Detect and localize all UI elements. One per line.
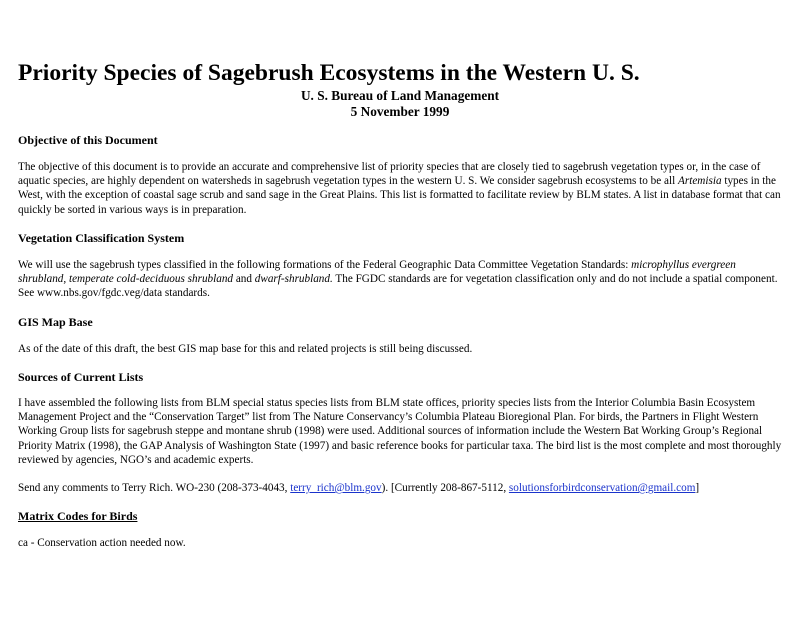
section-sources	[18, 370, 782, 385]
section-heading: Objective of this Document	[18, 133, 158, 147]
matrix-item: ca - Conservation action needed now.	[18, 537, 186, 549]
section-objective	[18, 133, 782, 148]
section-heading: Matrix Codes for Birds	[18, 509, 138, 523]
vegetation-paragraph: We will use the sagebrush types classified in the following formations of the Federal Geographic Data Committee Vegetation Standards: microphyllus evergreen shrubland, temperate cold-deciduous shrubland and dwarf-shrubland. The FGDC standards are for vegetation classification only and do not include a spatial component. See www.nbs.gov/fgdc.veg/data standards.	[18, 259, 778, 300]
section-matrix	[18, 509, 782, 524]
email-link-terry-rich[interactable]: terry_rich@blm.gov	[290, 482, 382, 494]
email-link-solutions[interactable]: solutionsforbirdconservation@gmail.com	[508, 482, 696, 494]
section-heading: GIS Map Base	[18, 315, 93, 329]
document-date: 5 November 1999	[350, 104, 450, 119]
section-heading: Vegetation Classification System	[18, 231, 185, 245]
document-agency: U. S. Bureau of Land Management	[300, 88, 500, 103]
comments-line: Send any comments to Terry Rich. WO-230 (208-373-4043, terry_rich@blm.gov). [Currently 208-867-5112, solutionsforbirdconservation@gmail.com]	[18, 482, 700, 494]
document-title: Priority Species of Sagebrush Ecosystems in the Western U. S.	[18, 60, 640, 86]
section-vegetation	[18, 231, 782, 246]
objective-paragraph: The objective of this document is to provide an accurate and comprehensive list of priority species that are closely tied to sagebrush vegetation types or, in the case of aquatic species, are highly dependent on watersheds in sagebrush vegetation types in the western U. S. We consider sagebrush ecosystems to be all Artemisia types in the West, with the exception of coastal sage scrub and sand sage in the Great Plains. This list is formatted to facilitate review by BLM states. A list in database format that can quickly be sorted in various ways is in preparation.	[18, 161, 781, 216]
section-heading: Sources of Current Lists	[18, 370, 144, 384]
gis-paragraph: As of the date of this draft, the best GIS map base for this and related projects is still being discussed.	[18, 343, 473, 355]
sources-paragraph: I have assembled the following lists from BLM special status species lists from BLM state offices, priority species lists from the Interior Columbia Basin Ecosystem Management Project and the “Conservation Target” list from The Nature Conservancy’s Columbia Plateau Bioregional Plan. For birds, the Partners in Flight Western Working Group lists for sagebrush steppe and montane shrub (1998) were used. Additional sources of information include the Western Bat Working Group’s Regional Priority Matrix (1998), the GAP Analysis of Washington State (1997) and basic reference books for particular taxa. The bird list is the most complete and most thoroughly reviewed by agencies, NGO’s and academic experts.	[18, 397, 782, 466]
section-gis	[18, 315, 782, 330]
